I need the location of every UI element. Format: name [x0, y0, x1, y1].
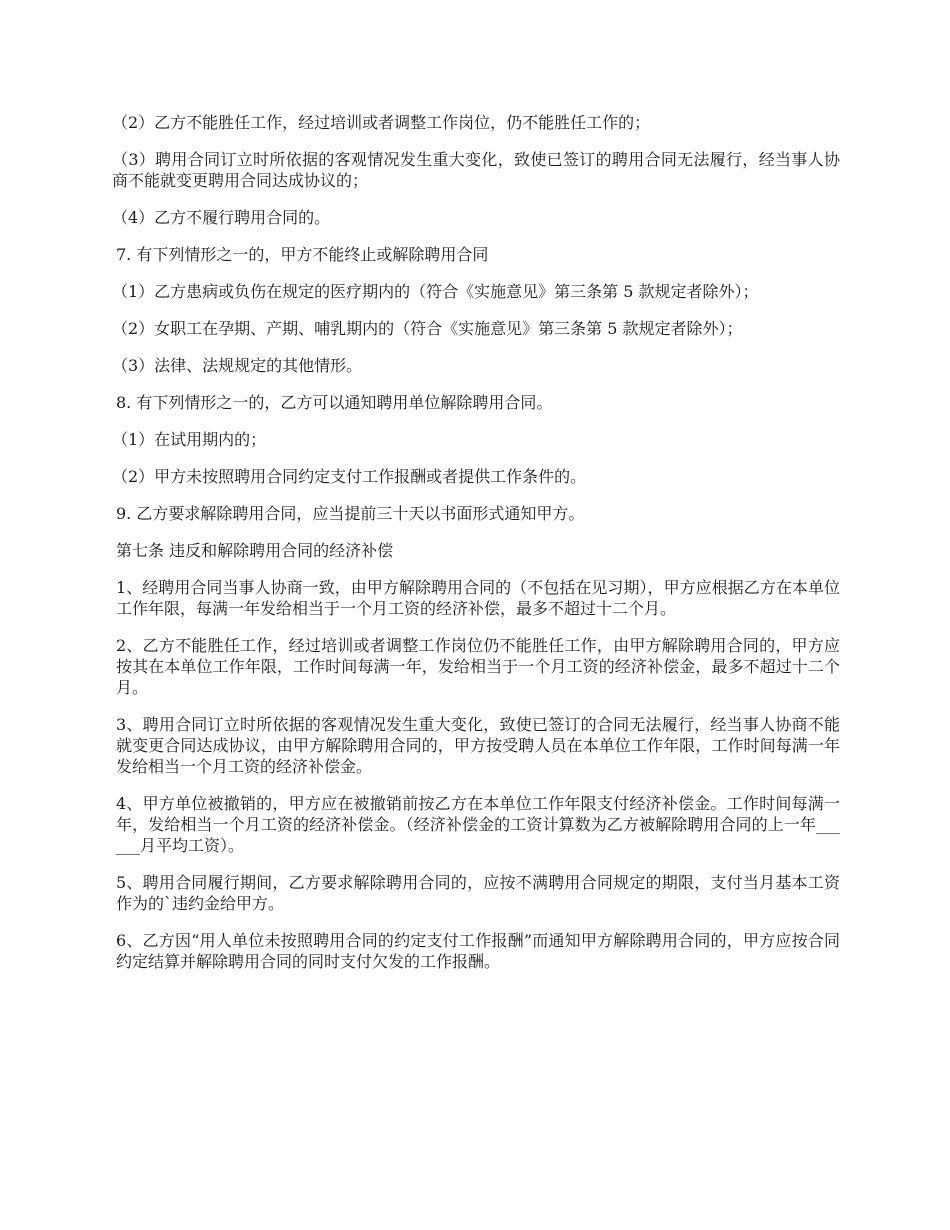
compensation-item-2: 2、乙方不能胜任工作，经过培训或者调整工作岗位仍不能胜任工作，由甲方解除聘用合同的，甲方应按其在本单位工作年限，工作时间每满一年，发给相当于一个月工资的经济补偿金，最多不超过十二个月。: [116, 636, 840, 697]
clause-7-item-1: （1）乙方患病或负伤在规定的医疗期内的（符合《实施意见》第三条第 5 款规定者除外）；: [112, 282, 759, 301]
clause-8-item-2: （2）甲方未按照聘用合同约定支付工作报酬或者提供工作条件的。: [112, 467, 587, 486]
article-7-title: 第七条 违反和解除聘用合同的经济补偿: [116, 541, 394, 560]
compensation-item-5: 5、聘用合同履行期间，乙方要求解除聘用合同的，应按不满聘用合同规定的期限，支付当月基本工资作为的`违约金给甲方。: [116, 873, 840, 913]
clause-8-heading: 8. 有下列情形之一的，乙方可以通知聘用单位解除聘用合同。: [116, 393, 553, 412]
clause-6-item-3: （3）聘用合同订立时所依据的客观情况发生重大变化，致使已签订的聘用合同无法履行，经当事人协商不能就变更聘用合同达成协议的；: [112, 150, 840, 190]
clause-6-item-2: （2）乙方不能胜任工作，经过培训或者调整工作岗位，仍不能胜任工作的；: [112, 113, 651, 132]
clause-6-item-4: （4）乙方不履行聘用合同的。: [112, 208, 331, 227]
compensation-item-1: 1、经聘用合同当事人协商一致，由甲方解除聘用合同的（不包括在见习期），甲方应根据乙方在本单位工作年限，每满一年发给相当于一个月工资的经济补偿，最多不超过十二个月。: [116, 578, 840, 618]
clause-9: 9. 乙方要求解除聘用合同，应当提前三十天以书面形式通知甲方。: [116, 504, 585, 523]
clause-8-item-1: （1）在试用期内的；: [112, 430, 267, 449]
clause-7-item-2: （2）女职工在孕期、产期、哺乳期内的（符合《实施意见》第三条第 5 款规定者除外）；: [112, 319, 743, 338]
clause-7-item-3: （3）法律、法规规定的其他情形。: [112, 356, 363, 375]
compensation-item-6: 6、乙方因“用人单位未按照聘用合同的约定支付工作报酬”而通知甲方解除聘用合同的，甲方应按合同约定结算并解除聘用合同的同时支付欠发的工作报酬。: [116, 931, 840, 971]
clause-7-heading: 7. 有下列情形之一的，甲方不能终止或解除聘用合同: [116, 245, 489, 264]
document-page: [112, 112, 840, 988]
compensation-item-3: 3、聘用合同订立时所依据的客观情况发生重大变化，致使已签订的合同无法履行，经当事人协商不能就变更合同达成协议，由甲方解除聘用合同的，甲方按受聘人员在本单位工作年限，工作时间每满一年发给相当一个月工资的经济补偿金。: [116, 715, 840, 776]
compensation-item-4: 4、甲方单位被撤销的，甲方应在被撤销前按乙方在本单位工作年限支付经济补偿金。工作时间每满一年，发给相当一个月工资的经济补偿金。（经济补偿金的工资计算数为乙方被解除聘用合同的上一年______月平均工资）。: [116, 794, 840, 855]
